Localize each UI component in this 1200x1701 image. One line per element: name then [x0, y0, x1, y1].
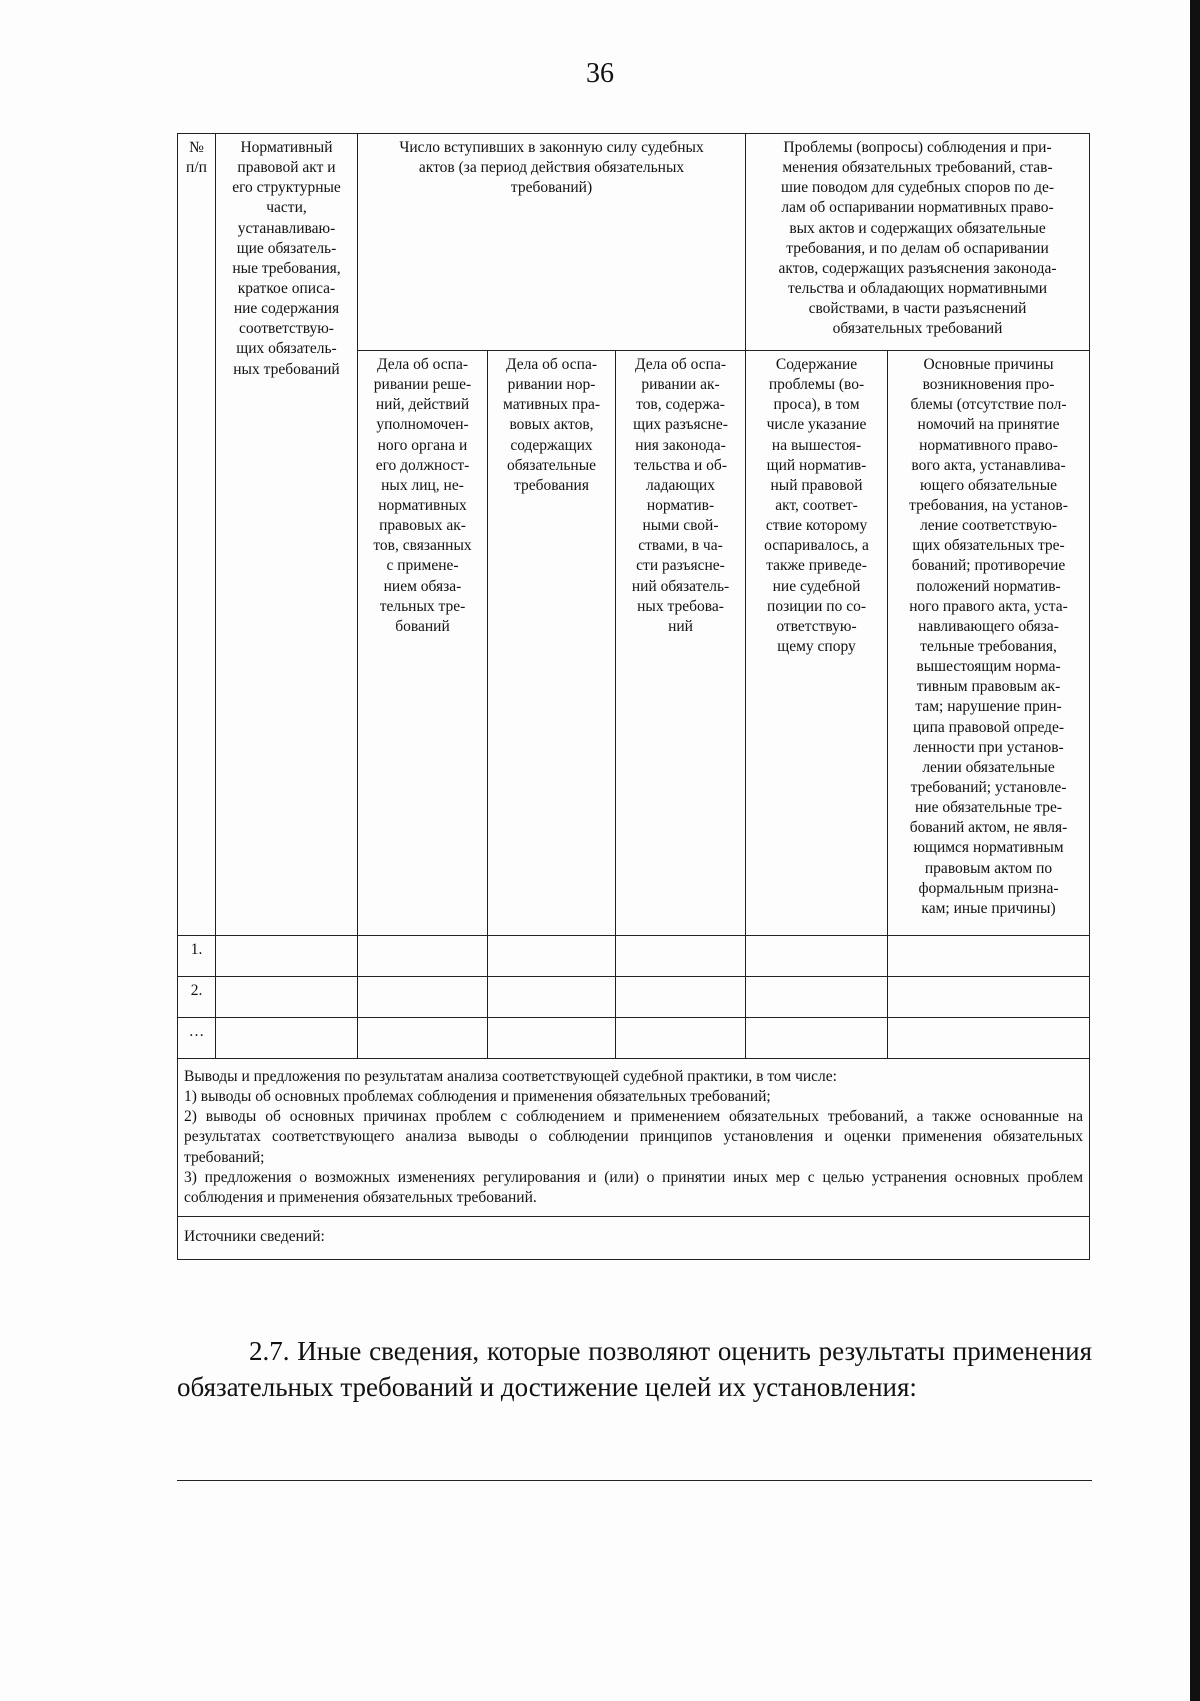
- table-cell[interactable]: [358, 977, 488, 1018]
- table-cell[interactable]: [888, 977, 1090, 1018]
- page-number: 36: [586, 58, 614, 89]
- table-cell[interactable]: [488, 936, 616, 977]
- table-cell[interactable]: [746, 1018, 888, 1059]
- sources-row: [178, 1216, 1090, 1259]
- sources-label: Источники сведений:: [184, 1227, 325, 1245]
- table-cell[interactable]: [746, 977, 888, 1018]
- section-2-7-paragraph: 2.7. Иные сведения, которые позволяют оценить результаты применения обязательных требований и достижение целей их установления:: [177, 1336, 1092, 1402]
- table-cell[interactable]: [488, 977, 616, 1018]
- conclusions-cell: [178, 1059, 1090, 1217]
- table-cell[interactable]: [616, 977, 746, 1018]
- table-cell[interactable]: [358, 1018, 488, 1059]
- header-problems: Проблемы (вопросы) соблюдения и при- менения обязательных требований, став- шие поводом для судебных споров по де- лам об оспаривании нормативных право- вых актов и содержащих обязательные требования, и по делам об оспаривании актов, содержащих разъяснения законода- тельства и обладающих нормативными свойствами, в части разъяснений обязательных требований: [746, 134, 1090, 351]
- conclusions-item-2: 2) выводы об основных причинах проблем с соблюдением и применением обязательных требований, а также основанные на результатах соответствующего анализа выводы о соблюдении принципов установления и оценки применения обязательных требований;: [184, 1108, 1084, 1166]
- table-row: [178, 977, 1090, 1018]
- table-cell[interactable]: [888, 1018, 1090, 1059]
- table-row: [178, 1018, 1090, 1059]
- header-row-1: [178, 134, 1090, 351]
- conclusions-intro: Выводы и предложения по результатам анализа соответствующей судебной практики, в том числе:: [184, 1068, 837, 1085]
- row-number: 2.: [178, 977, 216, 1018]
- table-row: [178, 936, 1090, 977]
- table-cell[interactable]: [746, 936, 888, 977]
- table-cell[interactable]: [616, 1018, 746, 1059]
- row-number: …: [178, 1018, 216, 1059]
- header-num: № п/п: [178, 134, 216, 936]
- conclusions-row: [178, 1059, 1090, 1217]
- header-normative-act: Нормативный правовой акт и его структурные части, устанавливаю- щие обязатель- ные требования, краткое описа- ние содержания соответствую- щих обязатель- ных требований: [216, 134, 358, 936]
- header-court-acts-count: Число вступивших в законную силу судебных актов (за период действия обязательных требований): [358, 134, 746, 351]
- table-cell[interactable]: [888, 936, 1090, 977]
- header-sub-decisions-disputes: Дела об оспа- ривании реше- ний, действий уполномочен- ного органа и его должност- ных лиц, не- нормативных правовых ак- тов, связанных с примене- нием обяза- тельных тре- бований: [358, 351, 488, 936]
- table-cell[interactable]: [616, 936, 746, 977]
- header-sub-normative-acts-disputes: Дела об оспа- ривании нор- мативных пра- вовых актов, содержащих обязательные требования: [488, 351, 616, 936]
- row-number: 1.: [178, 936, 216, 977]
- header-sub-main-causes: Основные причины возникновения про- блемы (отсутствие пол- номочий на принятие нормативного право- вого акта, устанавлива- ющего обязательные требования, на установ- ление соответствую- щих обязательных тре- бований; противоречие положений норматив- ного правого акта, уста- навливающего обяза- тельные требования, вышестоящим норма- тивным правовым ак- там; нарушение прин- ципа правовой опреде- ленности при установ- лении обязательные требований; установле- ние обязательные тре- бований актом, не явля- ющимся нормативным правовым актом по формальным призна- кам; иные причины): [888, 351, 1090, 936]
- answer-line[interactable]: [177, 1480, 1092, 1481]
- court-practice-table: [177, 133, 1090, 1260]
- table-cell[interactable]: [216, 977, 358, 1018]
- table-cell[interactable]: [488, 1018, 616, 1059]
- header-sub-explanations-disputes: Дела об оспа- ривании ак- тов, содержа- щих разъясне- ния законода- тельства и об- ладающих норматив- ными свой- ствами, в ча- сти разъясне- ний обязатель- ных требова- ний: [616, 351, 746, 936]
- conclusions-item-3: 3) предложения о возможных изменениях регулирования и (или) о принятии иных мер с целью устранения основных проблем соблюдения и применения обязательных требований.: [184, 1168, 1084, 1206]
- sources-cell: [178, 1216, 1090, 1259]
- header-sub-problem-content: Содержание проблемы (во- проса), в том числе указание на вышестоя- щий норматив- ный правовой акт, соответ- ствие которому оспаривалось, а также приведе- ние судебной позиции по со- ответствую- щему спору: [746, 351, 888, 936]
- scan-edge: [1190, 0, 1200, 1701]
- table-cell[interactable]: [358, 936, 488, 977]
- table-cell[interactable]: [216, 936, 358, 977]
- table-cell[interactable]: [216, 1018, 358, 1059]
- conclusions-item-1: 1) выводы об основных проблемах соблюдения и применения обязательных требований;: [184, 1088, 771, 1106]
